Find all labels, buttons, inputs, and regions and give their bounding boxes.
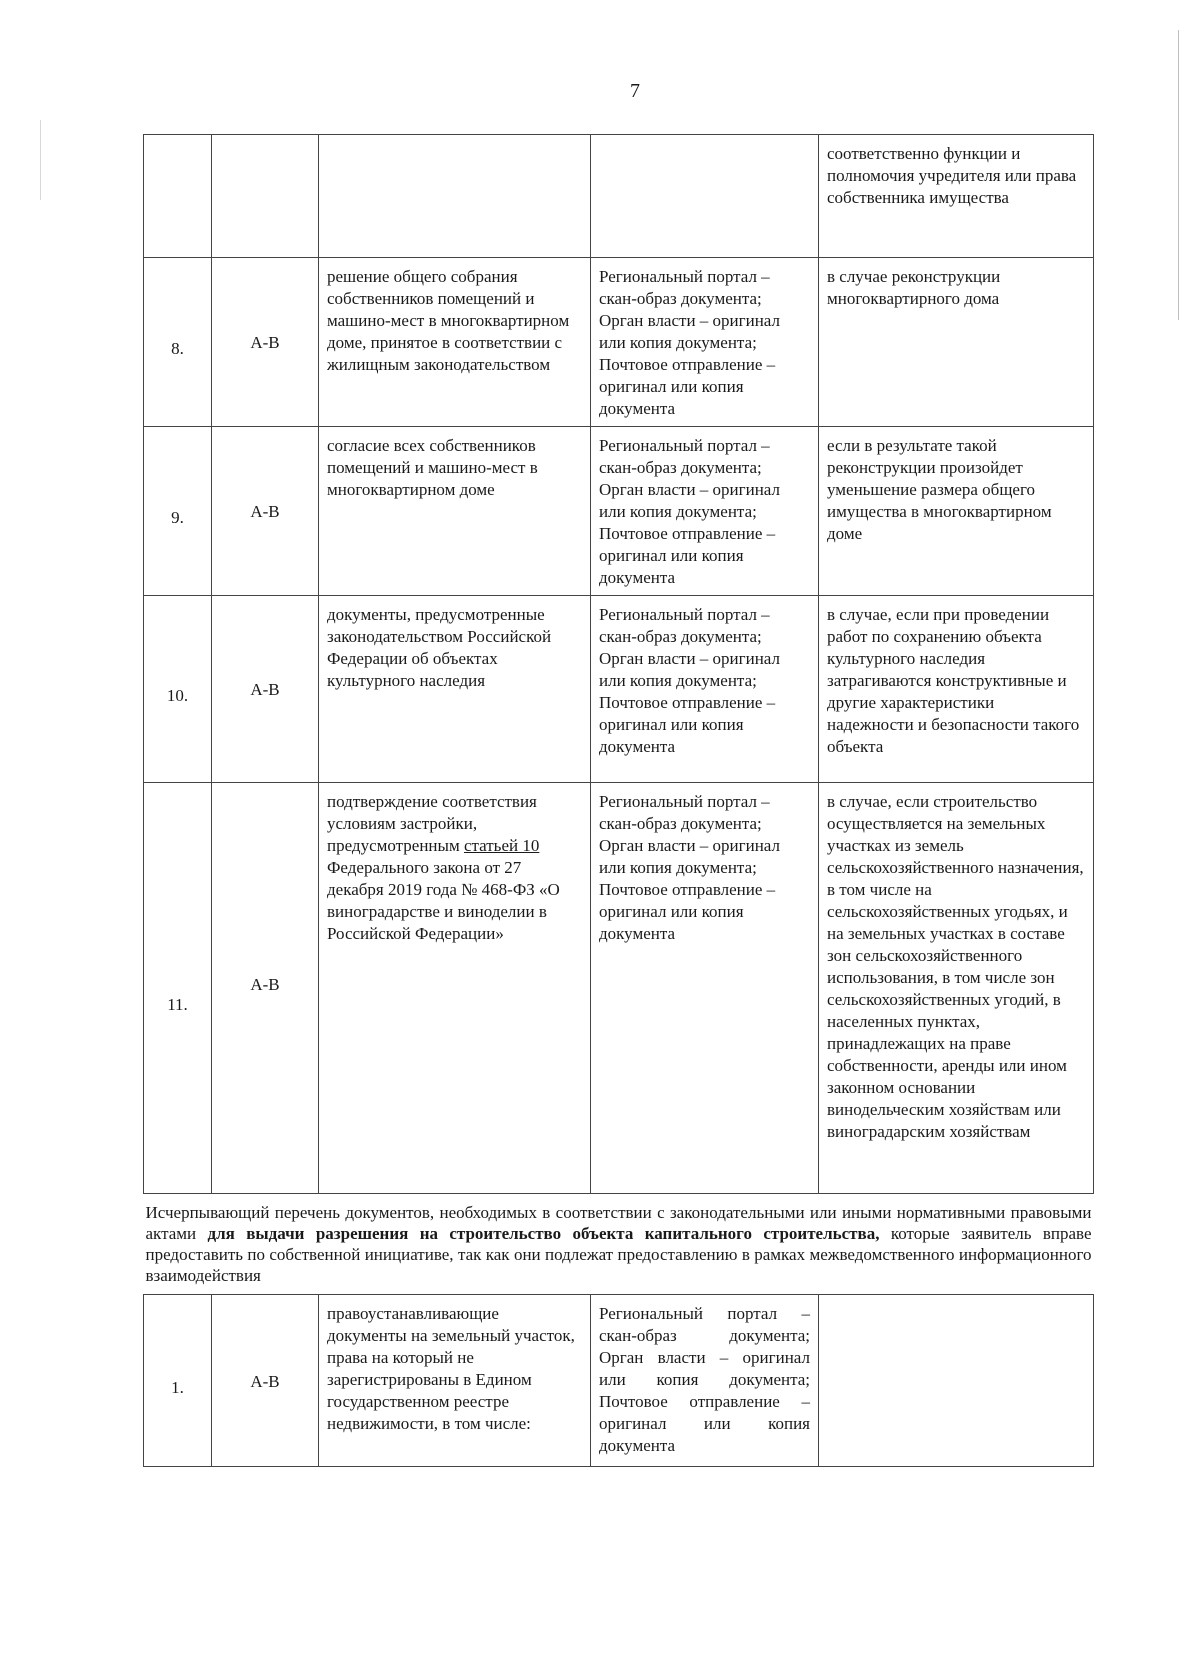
section-text: Исчерпывающий перечень документов, необходимых в соответствии с законодательными или иными нормативными правовыми актами — [145, 1203, 1092, 1243]
page-number: 7 — [630, 80, 640, 102]
row-number-cell: 1. — [144, 1295, 212, 1467]
category-cell: А-В — [212, 783, 319, 1194]
document-cell — [319, 135, 591, 258]
row-number-cell: 11. — [144, 783, 212, 1194]
row-number-cell: 10. — [144, 596, 212, 783]
document-cell: правоустанавливающие документы на земельный участок, права на который не зарегистрированы в Едином государственном реестре недвижимости, в том числе: — [319, 1295, 591, 1467]
scan-artifact — [1178, 30, 1179, 320]
table-row — [144, 783, 1094, 1194]
note-cell: в случае, если при проведении работ по сохранению объекта культурного наследия затрагиваются конструктивные и другие характеристики надежности и безопасности такого объекта — [819, 596, 1094, 783]
section-header — [144, 1194, 1094, 1295]
category-cell — [212, 135, 319, 258]
note-cell: если в результате такой реконструкции произойдет уменьшение размера общего имущества в многоквартирном доме — [819, 427, 1094, 596]
table-row — [144, 135, 1094, 258]
category-cell: А-В — [212, 1295, 319, 1467]
document-cell: решение общего собрания собственников помещений и машино-мест в многоквартирном доме, принятое в соответствии с жилищным законодательством — [319, 258, 591, 427]
section-header-row — [144, 1194, 1094, 1295]
note-cell: соответственно функции и полномочия учредителя или права собственника имущества — [819, 135, 1094, 258]
table-row — [144, 596, 1094, 783]
category-cell: А-В — [212, 596, 319, 783]
scan-artifact — [40, 120, 41, 200]
document-cell: документы, предусмотренные законодательством Российской Федерации об объектах культурного наследия — [319, 596, 591, 783]
method-cell — [591, 135, 819, 258]
table-row — [144, 1295, 1094, 1467]
section-text: которые заявитель вправе предоставить по собственной инициативе, так как они подлежат предоставлению в рамках межведомственного информационного взаимодействия — [145, 1224, 1092, 1285]
law-article-link[interactable]: статьей 10 — [463, 836, 540, 855]
note-cell: в случае реконструкции многоквартирного дома — [819, 258, 1094, 427]
category-cell: А-В — [212, 258, 319, 427]
note-cell — [819, 1295, 1094, 1467]
category-cell: А-В — [212, 427, 319, 596]
row-number-cell: 9. — [144, 427, 212, 596]
method-cell: Региональный портал – скан-образ документа; Орган власти – оригинал или копия документа; Почтовое отправление – оригинал или копия документа — [591, 596, 819, 783]
table-row — [144, 258, 1094, 427]
note-cell: в случае, если строительство осуществляется на земельных участках из земель сельскохозяйственного назначения, в том числе на сельскохозяйственных угодьях, и на земельных участках в составе зон сельскохозяйственного использования, в том числе зон сельскохозяйственных угодий, в населенных пунктах, принадлежащих на праве собственности, аренды или ином законном основании винодельческим хозяйствам или виноградарским хозяйствам — [819, 783, 1094, 1194]
document-cell: согласие всех собственников помещений и машино-мест в многоквартирном доме — [319, 427, 591, 596]
method-cell: Региональный портал – скан-образ документа; Орган власти – оригинал или копия документа; Почтовое отправление – оригинал или копия документа — [591, 258, 819, 427]
method-cell: Региональный портал – скан-образ документа; Орган власти – оригинал или копия документа; Почтовое отправление – оригинал или копия документа — [591, 427, 819, 596]
documents-table — [143, 134, 1094, 1467]
method-cell: Региональный портал – скан-образ документа; Орган власти – оригинал или копия документа; Почтовое отправление – оригинал или копия документа — [591, 1295, 819, 1467]
method-cell: Региональный портал – скан-образ документа; Орган власти – оригинал или копия документа; Почтовое отправление – оригинал или копия документа — [591, 783, 819, 1194]
section-bold-text: для выдачи разрешения на строительство объекта капитального строительства, — [207, 1224, 880, 1243]
document-text: Федерального закона от 27 декабря 2019 года № 468-ФЗ «О виноградарстве и виноделии в Российской Федерации» — [327, 858, 560, 943]
document-text: подтверждение соответствия условиям застройки, предусмотренным — [327, 792, 537, 855]
row-number-cell — [144, 135, 212, 258]
row-number-cell: 8. — [144, 258, 212, 427]
document-cell — [319, 783, 591, 1194]
table-row — [144, 427, 1094, 596]
